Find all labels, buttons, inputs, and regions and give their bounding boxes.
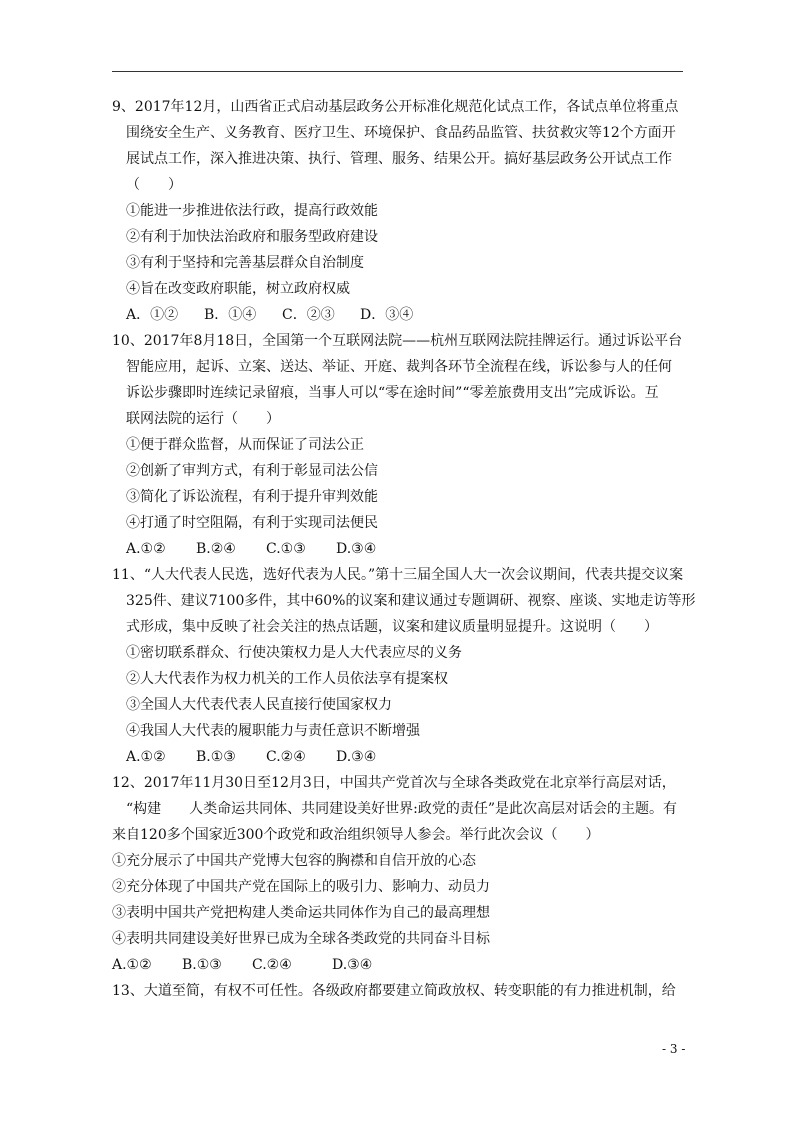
question-text-line: 诉讼步骤即时连续记录留痕，当事人可以“零在途时间”“零差旅费用支出”完成诉讼。互 <box>126 385 659 401</box>
page-number: - 3 - <box>662 1042 686 1056</box>
answer-options <box>112 536 692 562</box>
option-d: D.③④ <box>336 541 377 557</box>
option-c: C.②④ <box>252 957 292 973</box>
option-b: B．①④ <box>204 307 257 323</box>
question-10 <box>112 328 692 562</box>
header-rule <box>112 71 683 72</box>
statement: ①能进一步推进依法行政，提高行政效能 <box>126 203 378 219</box>
option-a: A.①② <box>126 541 166 557</box>
question-text-line: 来自120多个国家近300个政党和政治组织领导人参会。举行此次会议（ ） <box>112 827 600 843</box>
question-text-line: 13、大道至简，有权不可任性。各级政府都要建立简政放权、转变职能的有力推进机制，给 <box>112 983 676 999</box>
option-d: D.③④ <box>332 957 373 973</box>
statement: ④旨在改变政府职能，树立政府权威 <box>126 281 350 297</box>
question-12 <box>112 770 692 978</box>
question-text-line: “构建 人类命运共同体、共同建设美好世界:政党的责任”是此次高层对话会的主题。有 <box>126 801 678 817</box>
option-a: A.①② <box>112 957 152 973</box>
question-text-line: 联网法院的运行（ ） <box>126 411 280 427</box>
statement: ②充分体现了中国共产党在国际上的吸引力、影响力、动员力 <box>112 879 490 895</box>
question-text-line: （ ） <box>126 177 182 193</box>
option-c: C.①③ <box>266 541 306 557</box>
statement: ①便于群众监督，从而保证了司法公正 <box>126 437 364 453</box>
statement: ②创新了审判方式，有利于彰显司法公信 <box>126 463 378 479</box>
statement: ④我国人大代表的履职能力与责任意识不断增强 <box>126 723 420 739</box>
question-text-line: 式形成，集中反映了社会关注的热点话题，议案和建议质量明显提升。这说明（ ） <box>126 619 658 635</box>
option-c: C.②④ <box>266 749 306 765</box>
option-b: B.②④ <box>196 541 236 557</box>
statement: ①充分展示了中国共产党博大包容的胸襟和自信开放的心态 <box>112 853 476 869</box>
option-d: D．③④ <box>360 307 414 323</box>
option-b: B.①③ <box>196 749 236 765</box>
question-text-line: 10、2017年8月18日，全国第一个互联网法院——杭州互联网法院挂牌运行。通过诉讼平台 <box>112 333 683 349</box>
statement: ②人大代表作为权力机关的工作人员依法享有提案权 <box>126 671 448 687</box>
statement: ①密切联系群众、行使决策权力是人大代表应尽的义务 <box>126 645 462 661</box>
question-9 <box>112 94 692 328</box>
statement: ③全国人大代表代表人民直接行使国家权力 <box>126 697 392 713</box>
question-text-line: 11、“人大代表人民选，选好代表为人民。”第十三届全国人大一次会议期间，代表共提交议案 <box>112 567 684 583</box>
answer-options <box>112 302 692 328</box>
question-text-line: 12、2017年11月30日至12月3日，中国共产党首次与全球各类政党在北京举行高层对话， <box>112 775 676 791</box>
statement: ③表明中国共产党把构建人类命运共同体作为自己的最高理想 <box>112 905 490 921</box>
page-content <box>112 94 696 1004</box>
option-c: C．②③ <box>282 307 335 323</box>
statement: ③简化了诉讼流程，有利于提升审判效能 <box>126 489 378 505</box>
answer-options <box>112 952 692 978</box>
statement: ④打通了时空阻隔，有利于实现司法便民 <box>126 515 378 531</box>
option-a: A．①② <box>126 307 179 323</box>
option-a: A.①② <box>126 749 166 765</box>
question-text-line: 展试点工作，深入推进决策、执行、管理、服务、结果公开。搞好基层政务公开试点工作 <box>126 151 672 167</box>
answer-options <box>112 744 692 770</box>
question-text-line: 9、2017年12月，山西省正式启动基层政务公开标准化规范化试点工作，各试点单位将重点 <box>112 99 679 115</box>
question-text-line: 325件、建议7100多件，其中60%的议案和建议通过专题调研、视察、座谈、实地走访等形 <box>126 593 696 609</box>
question-text-line: 围绕安全生产、义务教育、医疗卫生、环境保护、食品药品监管、扶贫救灾等12个方面开 <box>126 125 676 141</box>
statement: ③有利于坚持和完善基层群众自治制度 <box>126 255 364 271</box>
option-b: B.①③ <box>182 957 222 973</box>
option-d: D.③④ <box>336 749 377 765</box>
question-13 <box>112 978 692 1004</box>
statement: ④表明共同建设美好世界已成为全球各类政党的共同奋斗目标 <box>112 931 490 947</box>
question-11 <box>112 562 696 770</box>
question-text-line: 智能应用，起诉、立案、送达、举证、开庭、裁判各环节全流程在线，诉讼参与人的任何 <box>126 359 672 375</box>
statement: ②有利于加快法治政府和服务型政府建设 <box>126 229 378 245</box>
